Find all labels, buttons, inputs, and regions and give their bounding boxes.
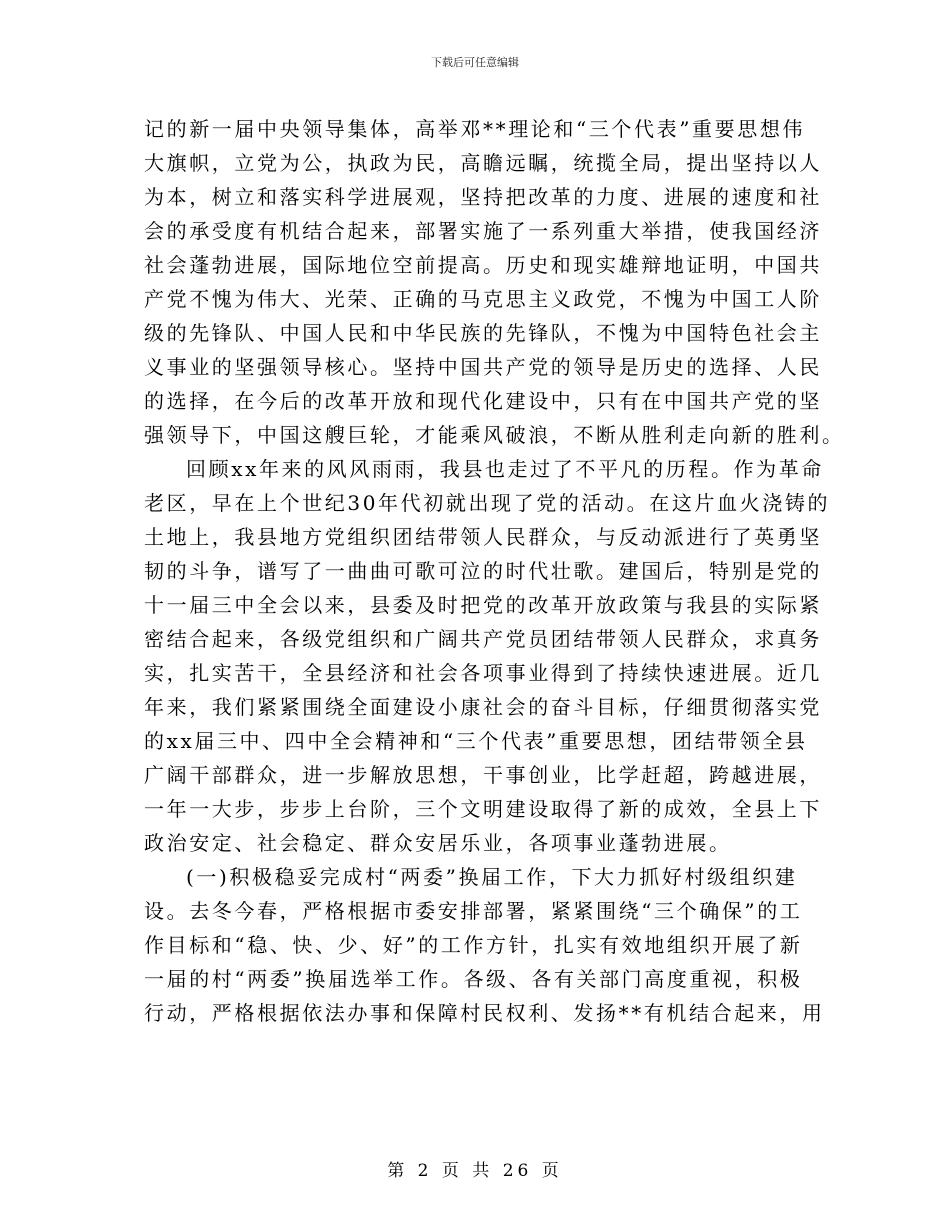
text-line: 会的承受度有机结合起来，部署实施了一系列重大举措，使我国经济 xyxy=(144,219,822,243)
text-line: 韧的斗争，谱写了一曲曲可歌可泣的时代壮歌。建国后，特别是党的 xyxy=(144,559,822,583)
text-line: 为本，树立和落实科学进展观，坚持把改革的力度、进展的速度和社 xyxy=(144,185,822,209)
text-line: 老区，早在上个世纪30年代初就出现了党的活动。在这片血火浇铸的 xyxy=(144,491,831,515)
text-line: 土地上，我县地方党组织团结带领人民群众，与反动派进行了英勇坚 xyxy=(144,525,822,549)
text-line: 行动，严格根据依法办事和保障村民权利、发扬**有机结合起来，用 xyxy=(144,1001,825,1025)
text-line: 实，扎实苦干，全县经济和社会各项事业得到了持续快速进展。近几 xyxy=(144,661,822,685)
text-line: 一届的村“两委”换届选举工作。各级、各有关部门高度重视，积极 xyxy=(144,967,803,991)
text-line: 设。去冬今春，严格根据市委安排部署，紧紧围绕“三个确保”的工 xyxy=(144,899,803,923)
text-line: 社会蓬勃进展，国际地位空前提高。历史和现实雄辩地证明，中国共 xyxy=(144,253,822,277)
text-line: 广阔干部群众，进一步解放思想，干事创业，比学赶超，跨越进展， xyxy=(144,763,822,787)
text-line: 产党不愧为伟大、光荣、正确的马克思主义政党，不愧为中国工人阶 xyxy=(144,287,822,311)
paragraph-start-line: (一)积极稳妥完成村“两委”换届工作，下大力抓好村级组织建 xyxy=(186,865,798,889)
text-line: 大旗帜，立党为公，执政为民，高瞻远瞩，统揽全局，提出坚持以人 xyxy=(144,151,822,175)
text-line: 年来，我们紧紧围绕全面建设小康社会的奋斗目标，仔细贯彻落实党 xyxy=(144,695,822,719)
text-line: 十一届三中全会以来，县委及时把党的改革开放政策与我县的实际紧 xyxy=(144,593,822,617)
page-number-footer: 第 2 页 共 26 页 xyxy=(387,1161,563,1181)
text-line: 级的先锋队、中国人民和中华民族的先锋队，不愧为中国特色社会主 xyxy=(144,321,822,345)
text-line: 的选择，在今后的改革开放和现代化建设中，只有在中国共产党的坚 xyxy=(144,389,822,413)
text-line: 密结合起来，各级党组织和广阔共产党员团结带领人民群众，求真务 xyxy=(144,627,822,651)
document-body xyxy=(144,112,845,1030)
text-line: 作目标和“稳、快、少、好”的工作方针，扎实有效地组织开展了新 xyxy=(144,933,803,957)
text-line: 义事业的坚强领导核心。坚持中国共产党的领导是历史的选择、人民 xyxy=(144,355,822,379)
text-line: 政治安定、社会稳定、群众安居乐业，各项事业蓬勃进展。 xyxy=(144,831,732,855)
page-header: 下载后可任意编辑 xyxy=(431,56,519,69)
paragraph-start-line: 回顾xx年来的风风雨雨，我县也走过了不平凡的历程。作为革命 xyxy=(186,457,824,481)
text-line: 一年一大步，步步上台阶，三个文明建设取得了新的成效，全县上下 xyxy=(144,797,822,821)
text-line: 的xx届三中、四中全会精神和“三个代表”重要思想，团结带领全县 xyxy=(144,729,808,753)
text-line: 强领导下，中国这艘巨轮，才能乘风破浪，不断从胜利走向新的胜利。 xyxy=(144,423,845,447)
text-line: 记的新一届中央领导集体，高举邓**理论和“三个代表”重要思想伟 xyxy=(144,117,806,141)
